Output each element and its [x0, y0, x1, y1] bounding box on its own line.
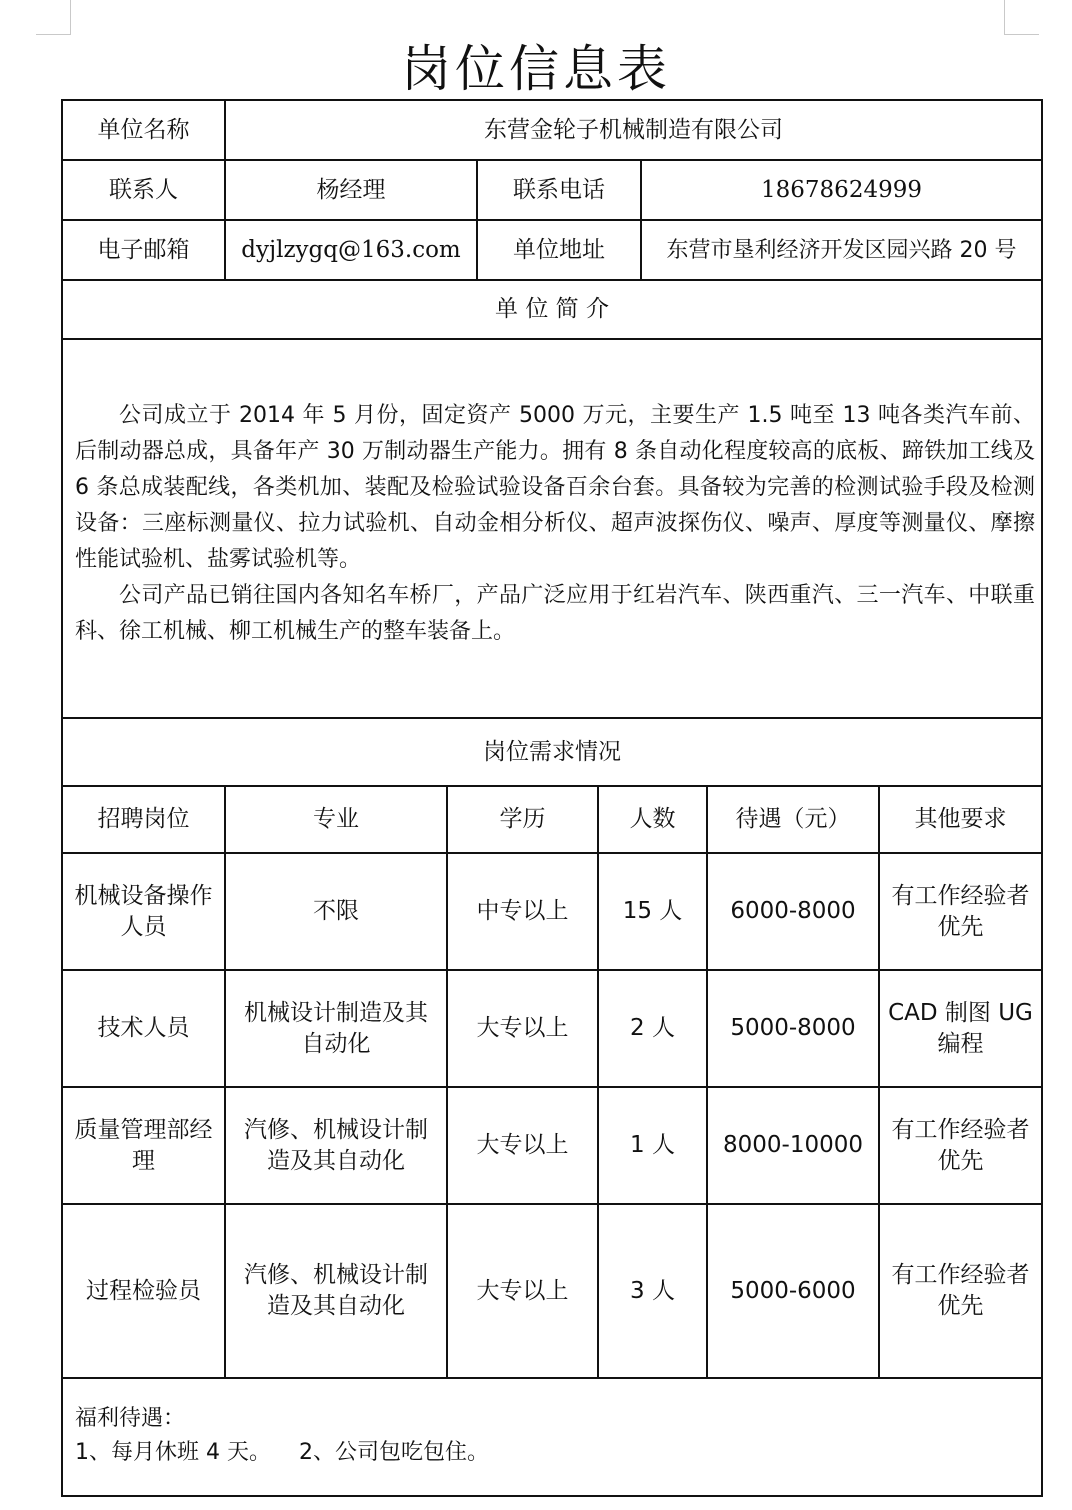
welfare-item: 1、每月休班 4 天。: [75, 1440, 271, 1465]
contact-value: 杨经理: [316, 176, 386, 203]
jobs-header: 岗位需求情况: [483, 738, 621, 765]
job-other: 有工作经验者优先: [891, 882, 1030, 940]
intro-paragraph: 公司产品已销往国内各知名车桥厂，产品广泛应用于红岩汽车、陕西重汽、三一汽车、中联重科、徐工机械、柳工机械生产的整车装备上。: [75, 583, 1035, 644]
intro-text: [75, 398, 1035, 650]
job-salary: 5000-8000: [730, 1015, 856, 1041]
intro-header: 单 位 简 介: [495, 296, 609, 322]
page-title: 岗位信息表: [401, 40, 671, 98]
address-label: 单位地址: [513, 236, 605, 263]
job-major: 汽修、机械设计制造及其自动化: [244, 1262, 428, 1319]
job-count: 2 人: [630, 1015, 675, 1041]
job-position: 过程检验员: [86, 1277, 201, 1304]
job-count: 15 人: [622, 898, 683, 924]
job-salary: 8000-10000: [723, 1132, 863, 1158]
job-count: 1 人: [630, 1132, 675, 1158]
job-education: 大专以上: [476, 1015, 569, 1041]
welfare-items: [75, 1436, 1035, 1470]
job-other: CAD 制图 UG 编程: [888, 999, 1033, 1057]
job-position: 机械设备操作人员: [74, 882, 213, 940]
welfare-section: [75, 1402, 1035, 1470]
job-major: 机械设计制造及其自动化: [244, 999, 428, 1057]
job-major: 汽修、机械设计制造及其自动化: [244, 1116, 428, 1174]
column-header: 人数: [629, 806, 676, 832]
intro-paragraph: 公司成立于 2014 年 5 月份，固定资产 5000 万元，主要生产 1.5 吨至 13 吨各类汽车前、后制动器总成，具备年产 30 万制动器生产能力。拥有 8 条自动化程度较高的底板、蹄铁加工线及 6 条总成装配线，各类机加、装配及检验试验设备百余台套。具备较为完善的检测试验手段及检测设备：三座标测量仪、拉力试验机、自动金相分析仪、超声波探伤仪、噪声、厚度等测量仪、摩擦性能试验机、盐雾试验机等。: [75, 403, 1035, 572]
welfare-item: 2、公司包吃包住。: [298, 1440, 489, 1465]
email-value: dyjlzygq@163.com: [241, 236, 461, 263]
job-other: 有工作经验者优先: [891, 1116, 1030, 1174]
address-value: 东营市垦利经济开发区园兴路 20 号: [666, 237, 1017, 263]
job-count: 3 人: [630, 1277, 675, 1304]
column-header: 待遇（元）: [735, 806, 851, 832]
column-header: 招聘岗位: [97, 806, 190, 832]
contact-label: 联系人: [109, 176, 178, 203]
company-name-label: 单位名称: [97, 116, 190, 143]
column-header: 专业: [313, 806, 359, 832]
job-major: 不限: [313, 898, 359, 924]
job-other: 有工作经验者优先: [891, 1262, 1030, 1319]
email-label: 电子邮箱: [97, 236, 190, 263]
welfare-title: 福利待遇：: [75, 1406, 186, 1431]
job-education: 大专以上: [476, 1277, 569, 1304]
job-salary: 5000-6000: [730, 1277, 856, 1304]
job-salary: 6000-8000: [730, 898, 856, 924]
job-education: 大专以上: [476, 1132, 569, 1158]
job-position: 技术人员: [97, 1015, 190, 1041]
company-name-value: 东营金轮子机械制造有限公司: [484, 116, 783, 143]
column-header: 其他要求: [914, 806, 1007, 832]
job-position: 质量管理部经理: [74, 1116, 213, 1174]
phone-label: 联系电话: [513, 176, 605, 203]
column-header: 学历: [499, 806, 546, 832]
job-education: 中专以上: [476, 898, 569, 924]
phone-value: 18678624999: [761, 176, 922, 203]
